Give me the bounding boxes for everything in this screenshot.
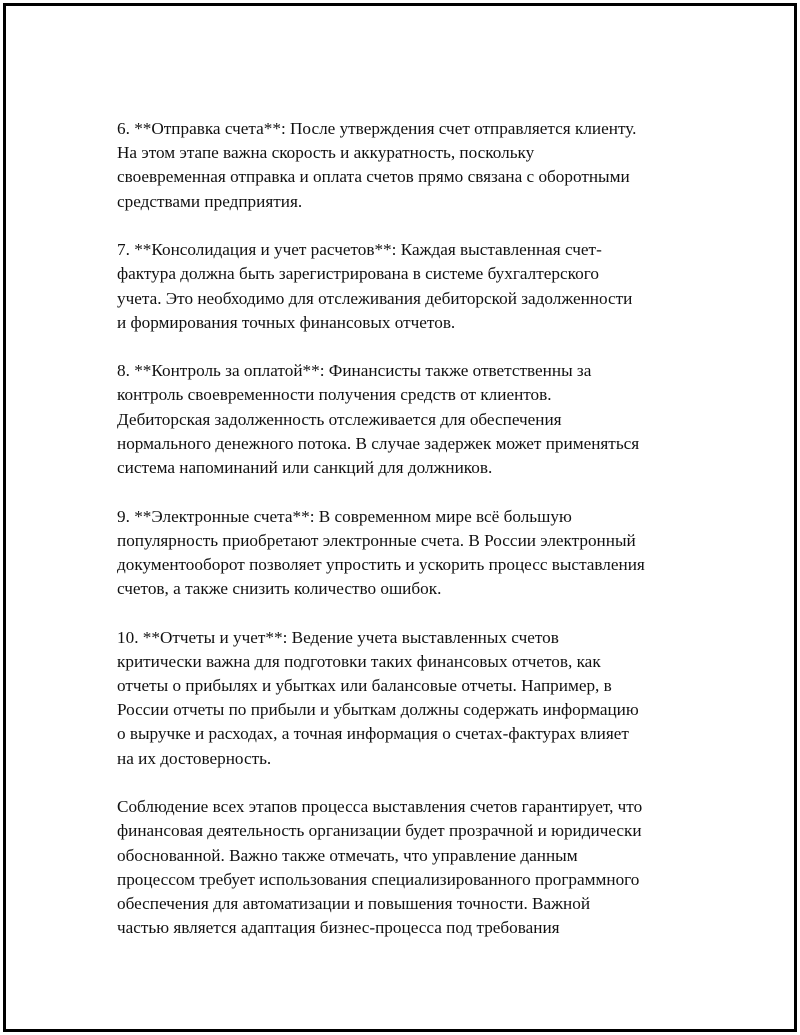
text-line: На этом этапе важна скорость и аккуратность, поскольку (117, 143, 535, 163)
paragraph-step-9 (117, 505, 687, 602)
text-line: система напоминаний или санкций для должников. (117, 458, 493, 478)
paragraph-conclusion (117, 795, 687, 940)
text-line: 10. **Отчеты и учет**: Ведение учета выставленных счетов (117, 627, 559, 647)
text-line: частью является адаптация бизнес-процесса под требования (117, 918, 560, 938)
text-line: Соблюдение всех этапов процесса выставления счетов гарантирует, что (117, 797, 643, 817)
paragraph-step-6 (117, 117, 687, 214)
text-line: 9. **Электронные счета**: В современном мире всё большую (117, 506, 572, 526)
text-line: 7. **Консолидация и учет расчетов**: Каждая выставленная счет- (117, 240, 602, 260)
text-line: фактура должна быть зарегистрирована в системе бухгалтерского (117, 264, 599, 284)
text-line: учета. Это необходимо для отслеживания дебиторской задолженности (117, 288, 633, 308)
text-line: о выручке и расходах, а точная информация о счетах-фактурах влияет (117, 724, 629, 744)
text-line: процессом требует использования специализированного программного (117, 869, 640, 889)
text-line: Дебиторская задолженность отслеживается для обеспечения (117, 409, 562, 429)
text-line: контроль своевременности получения средств от клиентов. (117, 385, 552, 405)
text-line: обеспечения для автоматизации и повышения точности. Важной (117, 893, 591, 913)
text-line: обоснованной. Важно также отмечать, что управление данным (117, 845, 578, 865)
text-line: средствами предприятия. (117, 191, 303, 211)
text-line: своевременная отправка и оплата счетов прямо связана с оборотными (117, 167, 630, 187)
text-line: финансовая деятельность организации будет прозрачной и юридически (117, 821, 642, 841)
paragraph-step-7 (117, 238, 687, 335)
text-line: 6. **Отправка счета**: После утверждения счет отправляется клиенту. (117, 119, 637, 138)
text-line: счетов, а также снизить количество ошибок. (117, 579, 442, 599)
document-body (117, 117, 687, 965)
text-line: 8. **Контроль за оплатой**: Финансисты также ответственны за (117, 361, 592, 381)
text-line: популярность приобретают электронные счета. В России электронный (117, 530, 636, 550)
text-line: нормального денежного потока. В случае задержек может применяться (117, 433, 640, 453)
text-line: отчеты о прибылях и убытках или балансовые отчеты. Например, в (117, 676, 612, 696)
text-line: России отчеты по прибыли и убыткам должны содержать информацию (117, 700, 639, 720)
text-line: на их достоверность. (117, 748, 272, 768)
paragraph-step-8 (117, 359, 687, 480)
text-line: критически важна для подготовки таких финансовых отчетов, как (117, 651, 601, 671)
text-line: документооборот позволяет упростить и ускорить процесс выставления (117, 554, 645, 574)
paragraph-step-10 (117, 626, 687, 771)
text-line: и формирования точных финансовых отчетов. (117, 312, 456, 332)
